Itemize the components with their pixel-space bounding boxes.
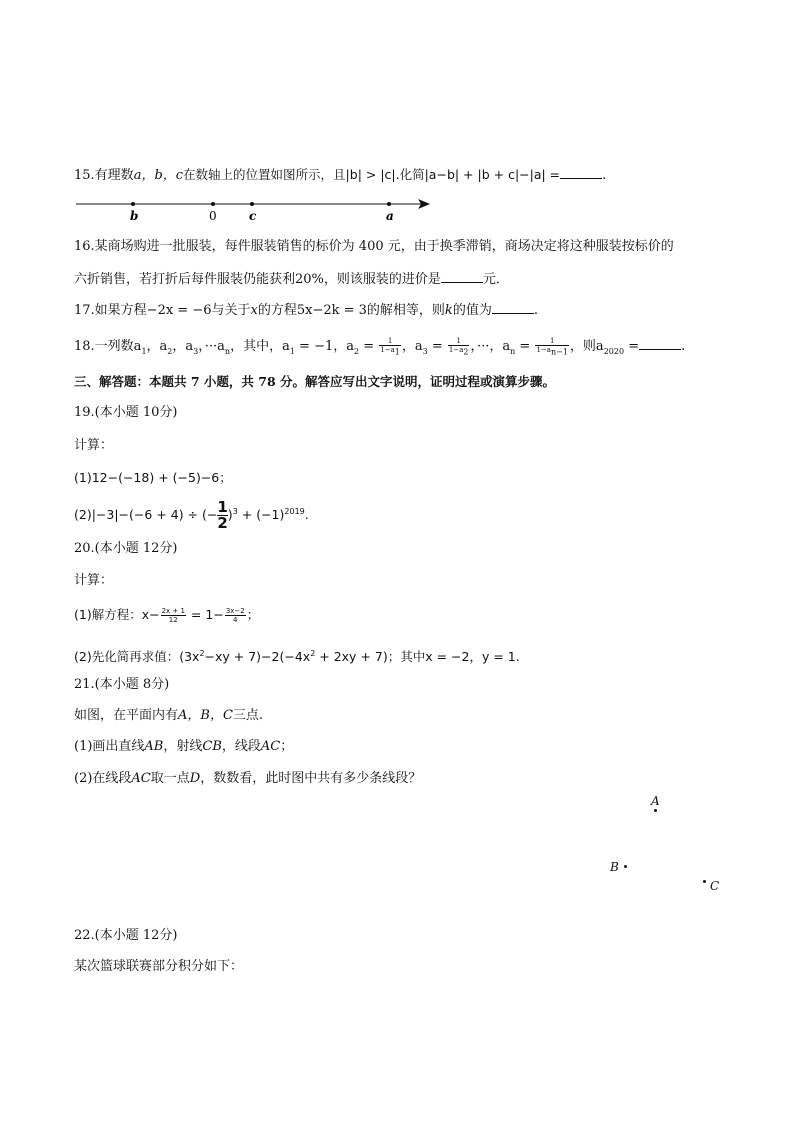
q21-part2: (2)在线段AC取一点D，数数看，此时图中共有多少条线段？ bbox=[74, 771, 422, 786]
section-3-header: 三、解答题：本题共 7 小题，共 78 分。解答应写出文字说明，证明过程或演算步骤。 bbox=[74, 374, 556, 389]
q17-text: 17.如果方程−2x = −6与关于x的方程5x−2k = 3的解相等，则k的值为 . bbox=[74, 303, 538, 318]
q19-title: 19.(本小题 10分) bbox=[74, 405, 178, 420]
number-line bbox=[0, 192, 794, 232]
q19-calc: 计算： bbox=[74, 438, 114, 453]
q20-frac-1: $\frac{2x + 1}{12}$ bbox=[161, 607, 185, 624]
q22-title: 22.(本小题 12分) bbox=[74, 928, 178, 943]
label-a: a bbox=[386, 209, 394, 223]
q18-frac-a2: $\frac{1}{1-a_1}$ bbox=[380, 337, 400, 357]
q20-title: 20.(本小题 12分) bbox=[74, 541, 178, 556]
label-b: b bbox=[130, 209, 139, 223]
point-A-label: A bbox=[651, 794, 660, 808]
q16-line2: 六折销售，若打折后每件服装仍能获利20%，则该服装的进价是 元． bbox=[74, 272, 509, 287]
q20-calc: 计算： bbox=[74, 573, 114, 588]
point-0-dot bbox=[211, 202, 215, 206]
q21-part1: (1)画出直线AB，射线CB，线段AC； bbox=[74, 739, 294, 754]
q18-text: 18.一列数$a_1$，$a_2$，$a_3$，$\cdot\cdot\cdot a_n$，其中，$a_1 = -1$，$a_2$ = $\frac{1}{1-a_1}$ ，$a_3$ = $\frac{1}{1-a_2}$ ，···，$a_n$ = $\frac{1}{1-a_{n-1}}$ ，则$a_{2020}$ = . bbox=[74, 337, 686, 357]
q19-part2: (2)|−3|−(−6 + 4) ÷ (− $\frac{1}{2})^3 + (-1)^{2019}$. bbox=[74, 498, 309, 532]
q20-frac-2: $\frac{3x-2}{4}$ bbox=[225, 607, 245, 624]
label-0: 0 bbox=[209, 209, 217, 223]
q20-part2: (2)先化简再求值：$(3x^2-xy + 7)-2(-4x^2 + 2xy + 7)$；其中x = −2，y = 1. bbox=[74, 649, 520, 665]
q20-part1: (1)解方程：x− $\frac{2x + 1}{12}$ = 1− $\frac{3x-2}{4}$ ； bbox=[74, 607, 260, 624]
q18-frac-a3: $\frac{1}{1-a_2}$ bbox=[448, 337, 469, 357]
point-b-dot bbox=[131, 202, 135, 206]
q16-answer-blank[interactable] bbox=[441, 270, 483, 283]
q21-title: 21.(本小题 8分) bbox=[74, 677, 170, 692]
q15-text: 15.有理数a，b，c在数轴上的位置如图所示，且|b| > |c|.化简|a−b| + |b + c|−|a| = . bbox=[74, 167, 607, 183]
q16-line1: 16.某商场购进一批服装，每件服装销售的标价为 400 元，由于换季滞销，商场决定将这种服装按标价的 bbox=[74, 239, 674, 254]
point-C-label: C bbox=[710, 879, 720, 893]
point-B-label: B bbox=[610, 860, 619, 874]
q21-intro: 如图，在平面内有A，B，C三点. bbox=[74, 708, 264, 723]
point-c-dot bbox=[250, 202, 254, 206]
q18-frac-an: $\frac{1}{1-a_{n-1}}$ bbox=[536, 337, 568, 357]
label-c: c bbox=[249, 209, 257, 223]
q22-intro: 某次篮球联赛部分积分如下： bbox=[74, 959, 244, 974]
q18-answer-blank[interactable] bbox=[639, 337, 681, 350]
point-C-dot bbox=[703, 880, 706, 883]
q19-part1: (1)12−(−18) + (−5)−6； bbox=[74, 470, 232, 485]
q19-half-fraction: $\frac{1}{2}$ bbox=[217, 498, 228, 532]
point-a-dot bbox=[387, 202, 391, 206]
q17-answer-blank[interactable] bbox=[492, 301, 534, 314]
point-A-dot bbox=[654, 809, 657, 812]
point-B-dot bbox=[624, 865, 627, 868]
q15-answer-blank[interactable] bbox=[560, 166, 602, 179]
